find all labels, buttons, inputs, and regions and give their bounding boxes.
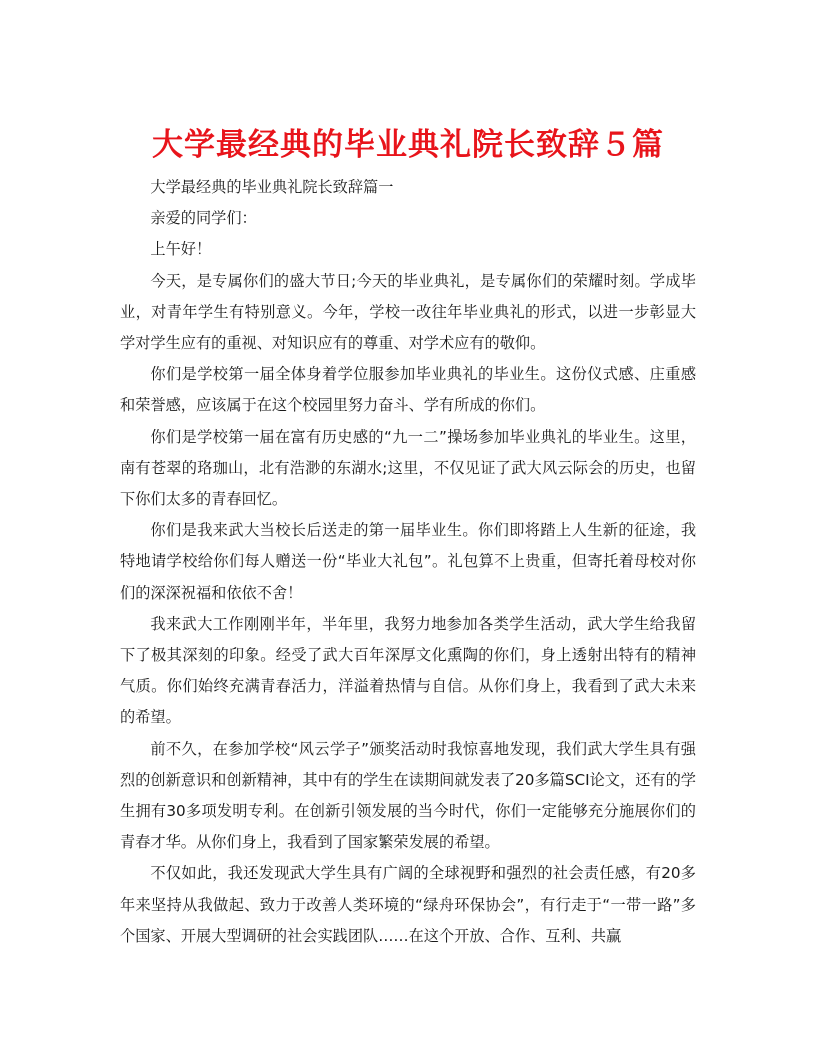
salutation: 亲爱的同学们： xyxy=(150,209,257,228)
greeting: 上午好！ xyxy=(150,240,212,259)
paragraph: 前不久，在参加学校“风云学子”颁奖活动时我惊喜地发现，我们武大学生具有强烈的创新意识和创新精神，其中有的学生在读期间就发表了20多篇SCI论文，还有的学生拥有30多项发明专利。在创新引领发展的当今时代，你们一定能够充分施展你们的青春才华。从你们身上，我看到了国家繁荣发展的希望。 xyxy=(120,739,696,852)
paragraph: 你们是学校第一届在富有历史感的“九一二”操场参加毕业典礼的毕业生。这里，南有苍翠的珞珈山，北有浩渺的东湖水;这里，不仅见证了武大风云际会的历史，也留下你们太多的青春回忆。 xyxy=(120,427,696,509)
paragraph: 你们是我来武大当校长后送走的第一届毕业生。你们即将踏上人生新的征途，我特地请学校给你们每人赠送一份“毕业大礼包”。礼包算不上贵重，但寄托着母校对你们的深深祝福和依依不舍！ xyxy=(120,521,696,602)
paragraph: 你们是学校第一届全体身着学位服参加毕业典礼的毕业生。这份仪式感、庄重感和荣誉感，应该属于在这个校园里努力奋斗、学有所成的你们。 xyxy=(120,365,696,415)
section-heading: 大学最经典的毕业典礼院长致辞篇一 xyxy=(150,178,394,196)
paragraph: 今天，是专属你们的盛大节日;今天的毕业典礼，是专属你们的荣耀时刻。学成毕业，对青年学生有特别意义。今年，学校一改往年毕业典礼的形式，以进一步彰显大学对学生应有的重视、对知识应有的尊重、对学术应有的敬仰。 xyxy=(120,271,696,353)
paragraph: 不仅如此，我还发现武大学生具有广阔的全球视野和强烈的社会责任感，有20多年来坚持从我做起、致力于改善人类环境的“绿舟环保协会”，有行走于“一带一路”多个国家、开展大型调研的社会实践团队……在这个开放、合作、互利、共赢 xyxy=(120,864,696,945)
paragraph: 我来武大工作刚刚半年，半年里，我努力地参加各类学生活动，武大学生给我留下了极其深刻的印象。经受了武大百年深厚文化熏陶的你们，身上透射出特有的精神气质。你们始终充满青春活力，洋溢着热情与自信。从你们身上，我看到了武大未来的希望。 xyxy=(120,614,696,727)
document-title: 大学最经典的毕业典礼院长致辞５篇 xyxy=(152,126,664,163)
document-body xyxy=(120,172,696,952)
